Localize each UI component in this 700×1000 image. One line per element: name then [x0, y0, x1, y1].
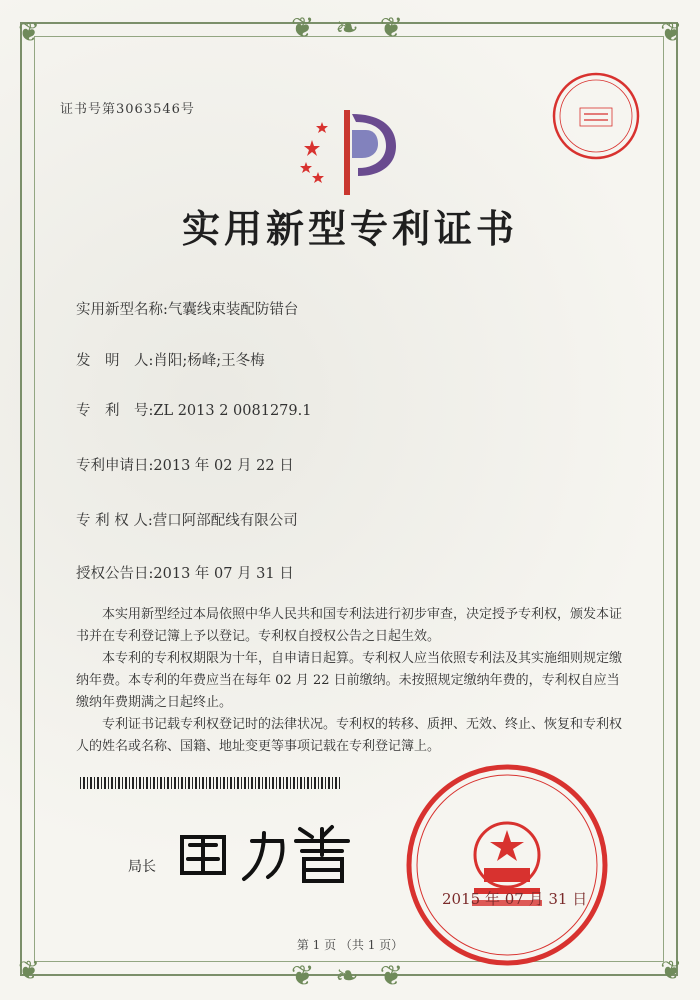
page-number: 第 1 页 （共 1 页） — [296, 938, 404, 952]
field-label: 专利申请日: — [76, 458, 154, 474]
certificate-body-text — [76, 604, 624, 758]
field-inventors — [76, 349, 265, 370]
certificate-title: 实用新型专利证书 — [181, 206, 518, 251]
field-utility-model-name — [76, 298, 298, 319]
certificate-number: 证书号第3063546号 — [60, 102, 195, 117]
field-label: 专 利 权 人: — [76, 513, 153, 529]
bottom-ornament: ❦ ❧ ❦ — [290, 959, 410, 992]
corner-ornament-tl: ❦ — [18, 18, 40, 48]
body-paragraph: 专利证书记载专利权登记时的法律状况。专利权的转移、质押、无效、终止、恢复和专利权人的姓名或名称、国籍、地址变更等事项记载在专利登记簿上。 — [76, 717, 623, 754]
field-label: 专 利 号: — [76, 403, 154, 419]
field-value: 2013 年 07 月 31 日 — [153, 566, 294, 582]
barcode — [80, 777, 342, 789]
field-value: 肖阳;杨峰;王冬梅 — [153, 353, 265, 369]
corner-ornament-tr: ❦ — [660, 18, 682, 48]
field-label: 发 明 人: — [76, 353, 154, 369]
corner-ornament-br: ❦ — [660, 956, 682, 986]
field-value: 营口阿部配线有限公司 — [152, 513, 298, 529]
corner-ornament-bl: ❦ — [18, 956, 40, 986]
field-label: 实用新型名称: — [76, 302, 168, 318]
patent-office-logo-icon — [292, 100, 412, 200]
director-label: 局长 — [128, 859, 156, 875]
small-red-seal-icon — [550, 70, 642, 162]
seal-date: 2015 年 07 月 31 日 — [442, 890, 588, 908]
field-value: ZL 2013 2 0081279.1 — [153, 403, 312, 419]
field-value: 气囊线束装配防错台 — [167, 302, 299, 318]
field-value: 2013 年 02 月 22 日 — [153, 458, 294, 474]
field-label: 授权公告日: — [76, 566, 154, 582]
field-patent-number — [76, 399, 311, 420]
body-paragraph: 本专利的专利权期限为十年，自申请日起算。专利权人应当依照专利法及其实施细则规定缴纳年费。本专利的年费应当在每年 02 月 22 日前缴纳。未按照规定缴纳年费的，专利权自应当缴纳年费期满之日起终止。 — [76, 651, 623, 710]
field-grant-date — [76, 562, 294, 583]
body-paragraph: 本实用新型经过本局依照中华人民共和国专利法进行初步审查，决定授予专利权，颁发本证书并在专利登记簿上予以登记。专利权自授权公告之日起生效。 — [76, 607, 623, 644]
top-ornament: ❦ ❧ ❦ — [290, 11, 410, 44]
director-signature-icon — [172, 815, 382, 885]
field-filing-date — [76, 454, 294, 475]
field-patentee — [76, 509, 298, 530]
